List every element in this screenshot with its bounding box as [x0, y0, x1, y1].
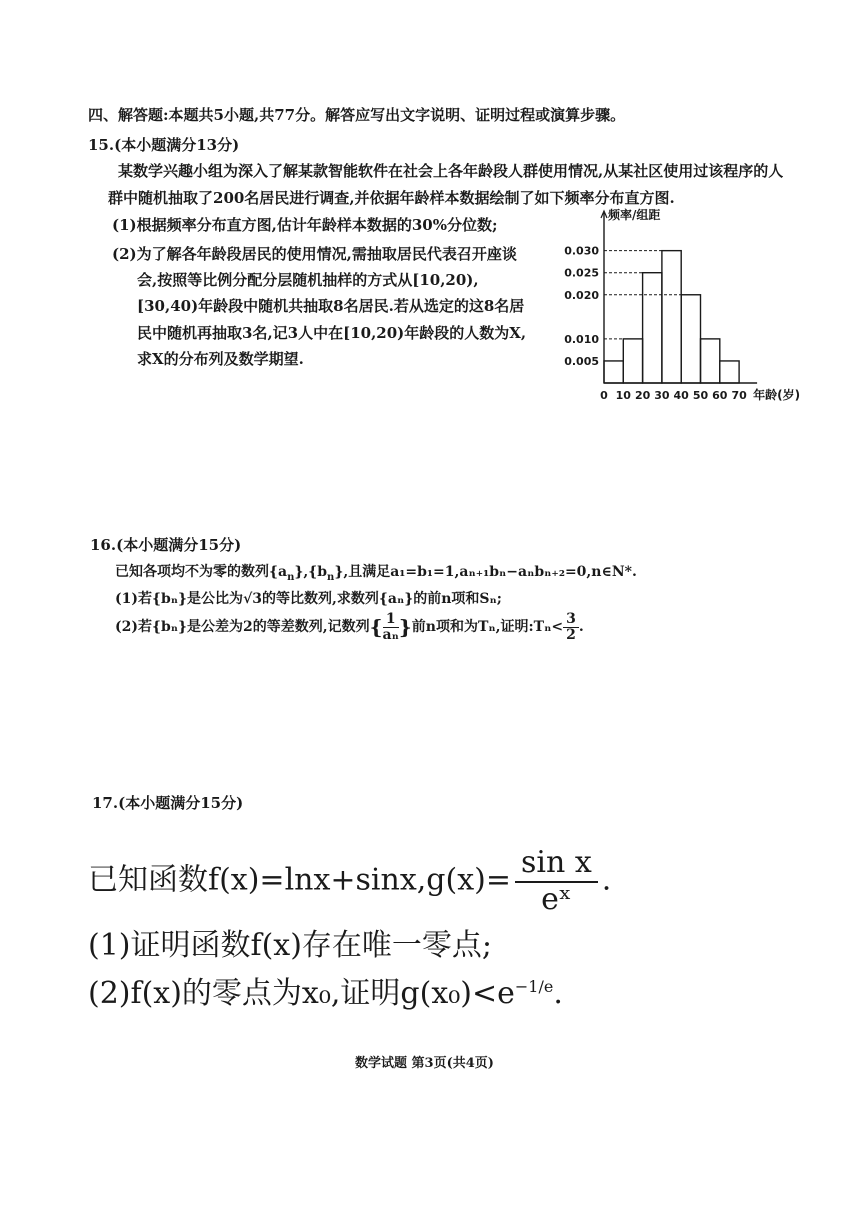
q16-part2-fraction: [383, 612, 399, 642]
q17-frac-num: sin x: [515, 846, 598, 883]
frequency-histogram: [560, 205, 820, 405]
q16-stem: 已知各项均不为零的数列$\{a_n\},\{b_n\}$,且满足a₁=b₁=1,aₙ₊₁bₙ−aₙbₙ₊₂=0,n∈N*.: [115, 564, 637, 583]
x-tick-label: 50: [692, 389, 709, 402]
q17-stem-prefix: 已知函数f(x)=lnx+sinx,g(x)=: [88, 862, 511, 898]
x-tick-label: 0: [600, 389, 608, 402]
q15-number: 15.(本小题满分13分): [88, 136, 240, 154]
histogram-bar: [701, 339, 720, 383]
x-tick-label: 70: [731, 389, 747, 402]
q16-part2-mid: 前n项和为Tₙ,证明:Tₙ<: [411, 619, 564, 636]
q16-rhs-fraction: [563, 612, 579, 642]
q16-rhs-den: 2: [566, 626, 576, 643]
q17-part2-exponent: −1/e: [514, 977, 554, 996]
q16-stem-prefix: 已知各项均不为零的数列{a: [115, 564, 288, 580]
histogram-bar: [623, 339, 642, 383]
y-tick-label: 0.025: [564, 266, 599, 280]
histogram-bar: [643, 273, 662, 383]
q16-part1-suffix: 的等比数列,求数列{aₙ}的前n项和Sₙ;: [262, 591, 502, 607]
q16-frac-den: aₙ: [382, 626, 399, 643]
q15-intro-line2: 群中随机抽取了200名居民进行调查,并依据年龄样本数据绘制了如下频率分布直方图.: [108, 189, 675, 207]
y-tick-label: 0.020: [564, 288, 599, 302]
y-tick-label: 0.010: [564, 332, 599, 346]
section-heading: 四、解答题:本题共5小题,共77分。解答应写出文字说明、证明过程或演算步骤。: [88, 106, 626, 124]
q16-part1-prefix: (1)若{bₙ}是公比为: [115, 591, 244, 607]
q17-part1: (1)证明函数f(x)存在唯一零点;: [88, 928, 493, 963]
q17-stem-end: .: [601, 862, 612, 898]
q17-part2: [88, 968, 563, 1012]
q16-stem-middle: },{b: [294, 564, 328, 580]
q15-part2-line3: [30,40)年龄段中随机共抽取8名居民.若从选定的这8名居: [137, 297, 525, 315]
q17-part2-prefix: (2)f(x)的零点为x₀,证明g(x₀)<e: [88, 976, 515, 1011]
histogram-bar: [604, 361, 623, 383]
q15-part2-line5: 求X的分布列及数学期望.: [137, 350, 304, 368]
q17-number: 17.(本小题满分15分): [92, 794, 244, 812]
q16-rhs-num: 3: [563, 612, 579, 628]
q17-frac-den: eˣ: [541, 881, 572, 917]
y-axis-label: 频率/组距: [608, 208, 661, 222]
x-tick-label: 40: [673, 389, 689, 402]
histogram-bar: [720, 361, 739, 383]
q15-part2-line1: (2)为了解各年龄段居民的使用情况,需抽取居民代表召开座谈: [112, 245, 517, 263]
q16-part2-end: .: [578, 619, 584, 636]
q17-stem-fraction: [515, 846, 598, 917]
q16-frac-num: 1: [383, 612, 399, 628]
q15-part2-line2: 会,按照等比例分配分层随机抽样的方式从[10,20),: [137, 271, 479, 289]
histogram-bar: [662, 251, 681, 383]
y-tick-label: 0.030: [564, 244, 599, 258]
x-tick-label: 20: [634, 389, 651, 402]
q16-part1-sqrt: √3: [243, 591, 263, 607]
x-tick-label: 30: [654, 389, 670, 402]
histogram-bar: [681, 295, 700, 383]
q15-part2-line4: 民中随机再抽取3名,记3人中在[10,20)年龄段的人数为X,: [137, 324, 527, 342]
x-tick-label: 10: [615, 389, 631, 402]
q16-part2: (2)若{bₙ}是公差为2的等差数列,记数列{ $\frac{1}{\text{aₙ}}$ }前n项和为Tₙ,证明:Tₙ< $\frac{3}{2}$ .: [115, 611, 584, 643]
x-axis-label: 年龄(岁): [753, 388, 801, 402]
q16-part2-prefix: (2)若{bₙ}是公差为2的等差数列,记数列: [115, 619, 370, 636]
q16-stem-suffix: },且满足a₁=b₁=1,aₙ₊₁bₙ−aₙbₙ₊₂=0,n∈N*.: [334, 564, 637, 580]
y-tick-label: 0.005: [564, 354, 599, 368]
q17-stem: [88, 846, 611, 917]
q15-part1: (1)根据频率分布直方图,估计年龄样本数据的30%分位数;: [112, 216, 498, 234]
page-footer: 数学试题 第3页(共4页): [355, 1056, 494, 1071]
q16-number: 16.(本小题满分15分): [90, 536, 242, 554]
q15-intro-line1: 某数学兴趣小组为深入了解某款智能软件在社会上各年龄段人群使用情况,从某社区使用过该程序的人: [118, 162, 784, 180]
x-tick-label: 60: [712, 389, 728, 402]
q16-part1: [115, 588, 502, 608]
q17-part2-end: .: [553, 976, 563, 1011]
